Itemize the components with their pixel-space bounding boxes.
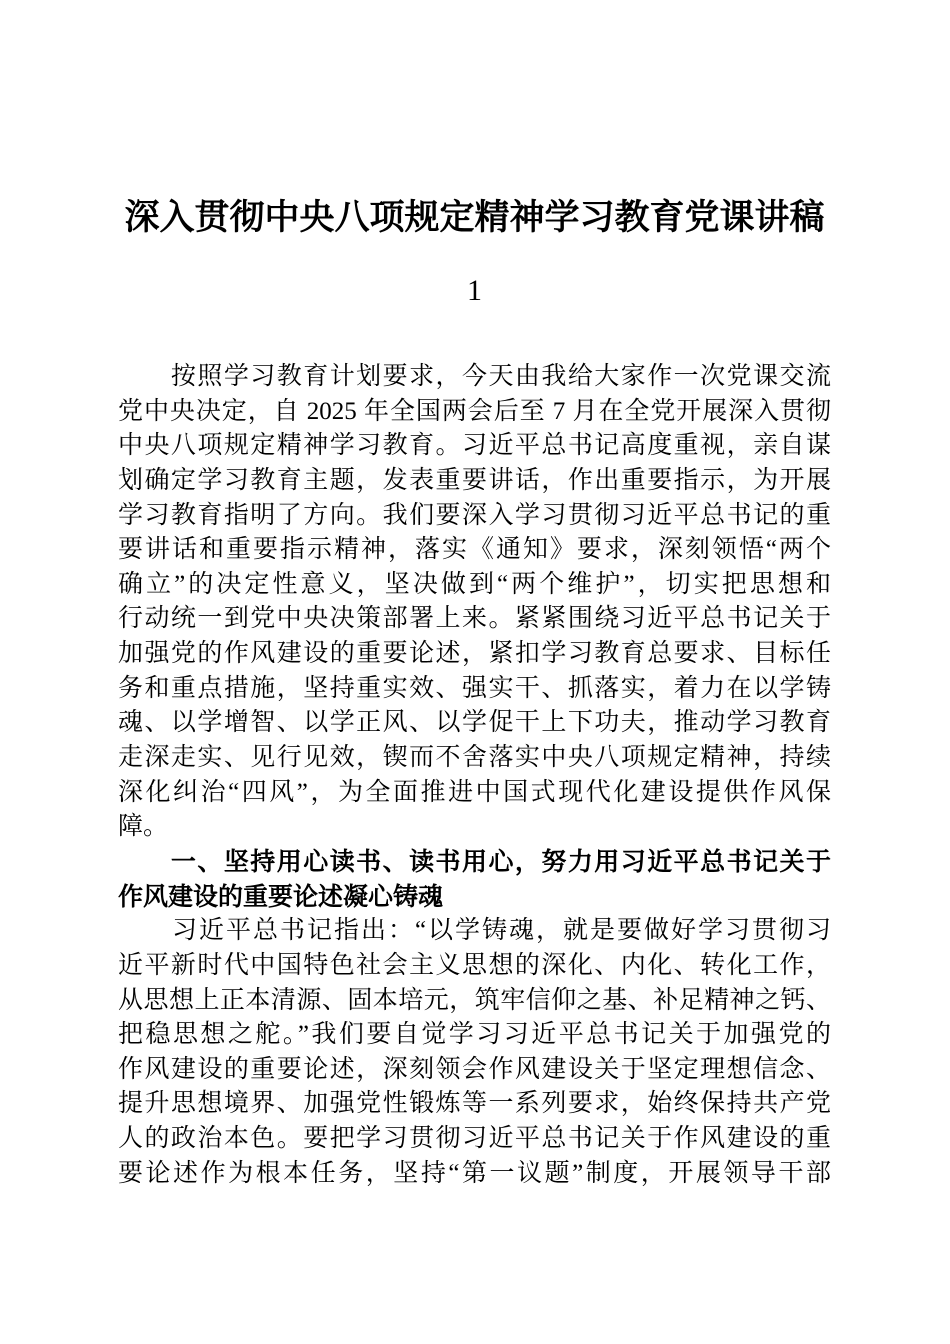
text-line: 人的政治本色。要把学习贯彻习近平总书记关于作风建设的重 (118, 1125, 831, 1153)
text-line: 中央八项规定精神学习教育。习近平总书记高度重视，亲自谋 (118, 432, 831, 460)
text-line: 障。 (118, 813, 169, 841)
text-line: 从思想上正本清源、固本培元，筑牢信仰之基、补足精神之钙、 (118, 986, 831, 1014)
text-line: 提升思想境界、加强党性锻炼等一系列要求，始终保持共产党 (118, 1090, 831, 1118)
text-line: 确立”的决定性意义，坚决做到“两个维护”，切实把思想和 (118, 570, 831, 598)
text-line: 作风建设的重要论述，深刻领会作风建设关于坚定理想信念、 (118, 1055, 831, 1083)
text-line: 深化纠治“四风”，为全面推进中国式现代化建设提供作风保 (118, 778, 831, 806)
text-line: 加强党的作风建设的重要论述，紧扣学习教育总要求、目标任 (118, 640, 831, 668)
title-page-number: 1 (467, 274, 482, 307)
heading-line: 作风建设的重要论述凝心铸魂 (118, 882, 444, 911)
text-line: 魂、以学增智、以学正风、以学促干上下功夫，推动学习教育 (118, 709, 831, 737)
heading-line: 一、坚持用心读书、读书用心，努力用习近平总书记关于 (118, 847, 831, 876)
text-line: 要讲话和重要指示精神，落实《通知》要求，深刻领悟“两个 (118, 536, 831, 564)
text-line: 行动统一到党中央决策部署上来。紧紧围绕习近平总书记关于 (118, 605, 831, 633)
text-line: 习近平总书记指出：“以学铸魂，就是要做好学习贯彻习 (118, 917, 831, 945)
text-line: 党中央决定，自 2025 年全国两会后至 7 月在全党开展深入贯彻 (118, 397, 831, 425)
text-line: 按照学习教育计划要求，今天由我给大家作一次党课交流 (118, 363, 831, 390)
text-line: 务和重点措施，坚持重实效、强实干、抓落实，着力在以学铸 (118, 674, 831, 702)
document-title: 深入贯彻中央八项规定精神学习教育党课讲稿 (124, 198, 825, 237)
text-line: 学习教育指明了方向。我们要深入学习贯彻习近平总书记的重 (118, 501, 831, 529)
document-body (118, 360, 831, 1191)
text-line: 走深走实、见行见效，锲而不舍落实中央八项规定精神，持续 (118, 744, 831, 772)
text-line: 把稳思想之舵。”我们要自觉学习习近平总书记关于加强党的 (118, 1021, 831, 1049)
text-line: 近平新时代中国特色社会主义思想的深化、内化、转化工作， (118, 951, 831, 979)
text-line: 划确定学习教育主题，发表重要讲话，作出重要指示，为开展 (118, 466, 831, 494)
text-line: 要论述作为根本任务，坚持“第一议题”制度，开展领导干部 (118, 1159, 831, 1187)
